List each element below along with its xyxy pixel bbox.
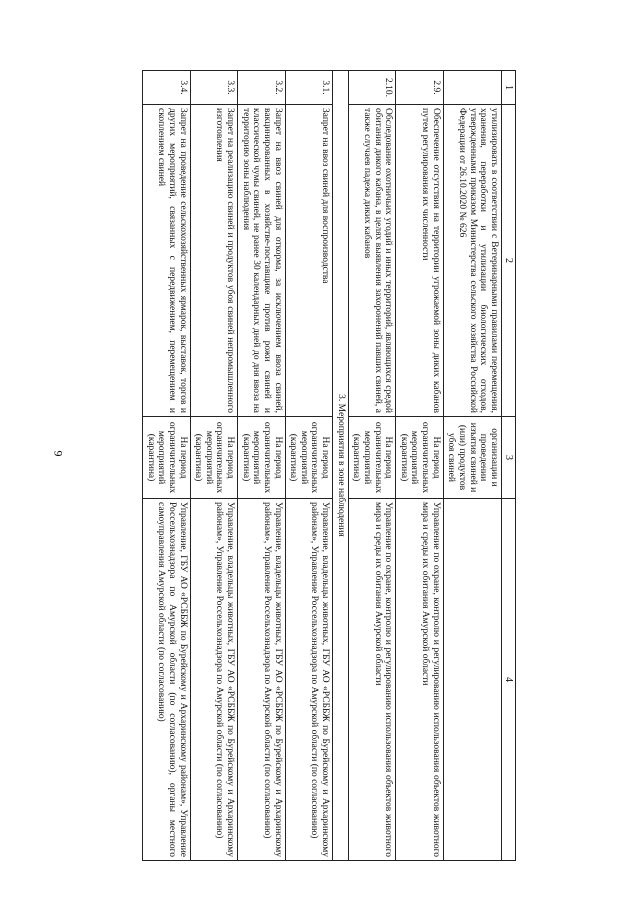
- table-row: [348, 71, 396, 861]
- table-row: [396, 71, 444, 861]
- period-text: На период ограничительных мероприятий (карантина): [396, 417, 444, 499]
- measure-text: Запрет на ввоз свиней для воспроизводства: [285, 105, 333, 417]
- measure-text: Запрет на реализацию свиней и продуктов убоя свиней непромышленного изготовления: [190, 105, 238, 417]
- responsible-text: Управление, владельцы животных, ГБУ АО «РСББЖ по Бурейскому и Архаринскому районам», Управление Россельхознадзора по Амурской области (по согласованию): [238, 499, 286, 861]
- measure-text: Запрет на ввоз свиней для откорма, за исключением ввоза свиней, вакцинированных в хозяйстве-поставщике против рожи свиней и классической чумы свиней, не ранее 30 календарных дней до дня ввоза на территорию зоны наблюдения: [238, 105, 286, 417]
- row-number: 3.4.: [143, 71, 191, 105]
- period-text: организации и проведении изъятия свиней и (или) продуктов убоя свиней: [443, 417, 501, 499]
- responsible-text: Управление, владельцы животных, ГБУ АО «РСББЖ по Бурейскому и Архаринскому районам», Управление Россельхознадзора по Амурской области (по согласованию): [285, 499, 333, 861]
- rotated-table-container: [96, 70, 516, 860]
- responsible-text: Управление, владельцы животных, ГБУ АО «РСББЖ по Бурейскому и Архаринскому районам», Управление Россельхознадзора по Амурской области (по согласованию): [190, 499, 238, 861]
- period-text: На период ограничительных мероприятий (карантина): [285, 417, 333, 499]
- header-cell-3: 3: [501, 417, 515, 499]
- row-number: 3.2.: [238, 71, 286, 105]
- table-row: [443, 71, 501, 861]
- table-row: [285, 71, 333, 861]
- row-number: 3.1.: [285, 71, 333, 105]
- section-header-row: [333, 71, 349, 861]
- measure-text: Обследование охотничьих угодий и иных территорий, являющихся средой обитания дикого кабана, в целях выявления захоронений павших свиней, а также случаев падежа диких кабанов: [348, 105, 396, 417]
- row-number: 3.3.: [190, 71, 238, 105]
- table-header-row: [501, 71, 515, 861]
- table-row: [143, 71, 191, 861]
- header-cell-2: 2: [501, 105, 515, 417]
- row-number: 2.9.: [396, 71, 444, 105]
- responsible-text: Управление по охране, контролю и регулированию использования объектов животного мира и среды их обитания Амурской области: [396, 499, 444, 861]
- header-cell-4: 4: [501, 499, 515, 861]
- responsible-text: Управление по охране, контролю и регулированию использования объектов животного мира и среды их обитания Амурской области: [348, 499, 396, 861]
- period-text: На период ограничительных мероприятий (карантина): [143, 417, 191, 499]
- table-row: [190, 71, 238, 861]
- period-text: На период ограничительных мероприятий (карантина): [348, 417, 396, 499]
- table-row: [238, 71, 286, 861]
- measure-text: Запрет на проведение сельскохозяйственных ярмарок, выставок, торгов и других мероприятий, связанных с передвижением, перемещением и скоплением свиней: [143, 105, 191, 417]
- row-number: 2.10.: [348, 71, 396, 105]
- measure-text: утилизировать в соответствии с Ветеринарными правилами перемещения, хранения, переработки и утилизации биологических отходов, утвержденными приказом Министерства сельского хозяйства Российской Федерации от 26.10.2020 № 626: [443, 105, 501, 417]
- measure-text: Обеспечение отсутствия на территории угрожаемой зоны диких кабанов путем регулирования их численности: [396, 105, 444, 417]
- measures-table: [142, 70, 516, 861]
- period-text: На период ограничительных мероприятий (карантина): [238, 417, 286, 499]
- responsible-text: Управление, ГБУ АО «РСББЖ по Бурейскому и Архаринскому районам», Управление Россельхознадзора по Амурской области (по согласованию), органы местного самоуправления Амурской области (по согласованию): [143, 499, 191, 861]
- period-text: На период ограничительных мероприятий (карантина): [190, 417, 238, 499]
- header-cell-1: 1: [501, 71, 515, 105]
- page-number: 9: [51, 450, 66, 457]
- row-number: [443, 71, 501, 105]
- section-title: 3. Мероприятия в зоне наблюдения: [333, 71, 349, 861]
- responsible-text: [443, 499, 501, 861]
